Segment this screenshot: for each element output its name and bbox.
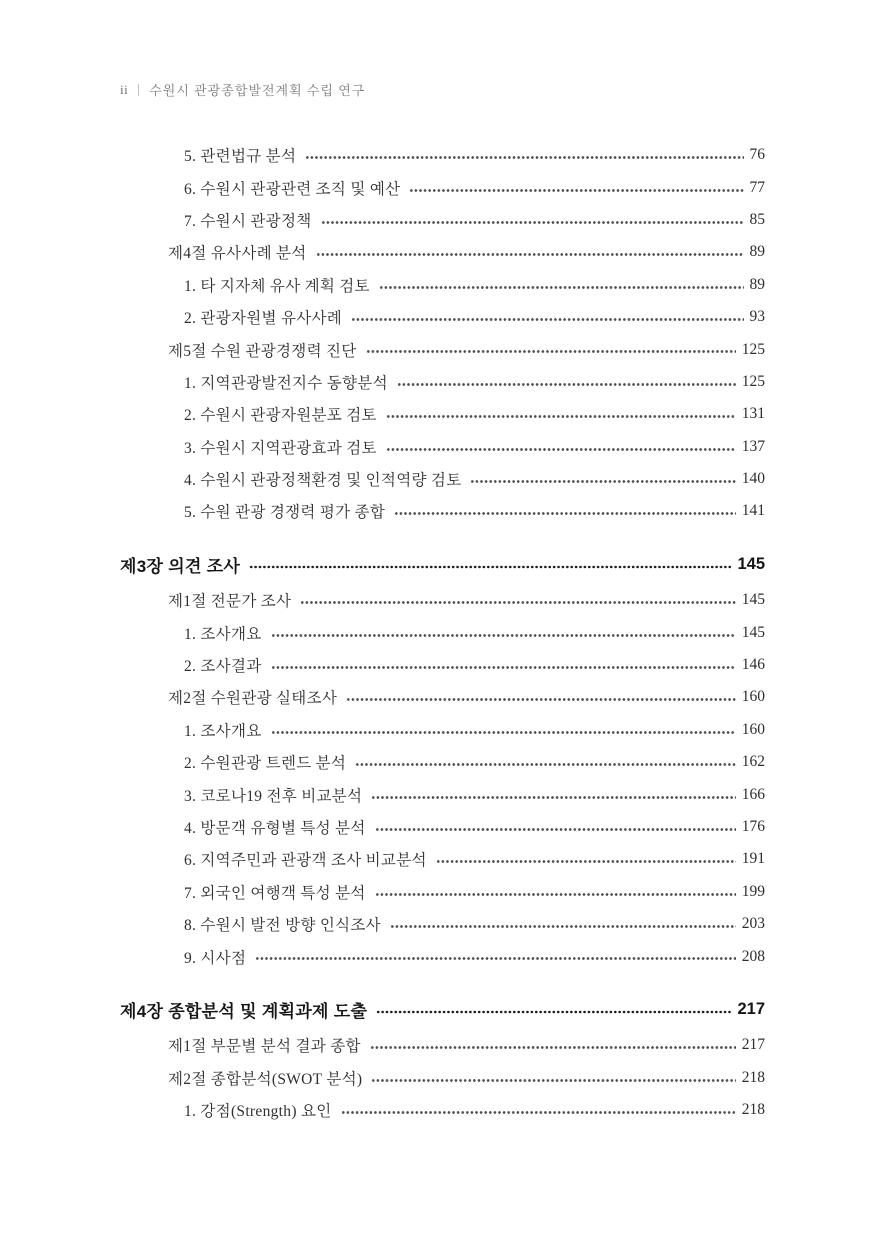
toc-section-row [120,236,765,268]
toc-item-row [120,139,765,171]
toc-entry-page: 141 [741,502,765,520]
toc-entry-label: 6. 지역주민과 관광객 조사 비교분석 [184,852,427,870]
toc-entry-label: 1. 조사개요 [184,625,262,643]
toc-section-row [120,1062,765,1094]
table-of-contents [120,139,765,1126]
toc-chapter-row [120,549,765,581]
toc-item-row [120,843,765,875]
toc-entry-page: 89 [749,243,765,261]
toc-entry-label: 7. 수원시 관광정책 [184,212,312,230]
toc-entry-page: 208 [741,947,765,965]
toc-entry-page: 125 [741,340,765,358]
dot-leader [397,366,736,398]
toc-chapter-row [120,994,765,1026]
toc-entry-page: 160 [741,688,765,706]
toc-entry-label: 3. 수원시 지역관광효과 검토 [184,439,377,457]
running-header [120,80,365,99]
dot-leader [271,649,736,681]
dot-leader [341,1094,736,1126]
toc-entry-page: 191 [741,850,765,868]
dot-leader [316,236,744,268]
toc-item-row [120,171,765,203]
dot-leader [394,495,736,527]
toc-entry-label: 제2절 수원관광 실태조사 [168,690,338,708]
toc-entry-label: 1. 조사개요 [184,722,262,740]
toc-item-row [120,714,765,746]
toc-entry-label: 제3장 의견 조사 [120,557,241,577]
toc-entry-label: 제5절 수원 관광경쟁력 진단 [168,342,357,360]
toc-entry-label: 9. 시사점 [184,949,247,967]
dot-leader [436,843,736,875]
toc-item-row [120,940,765,972]
toc-item-row [120,495,765,527]
toc-entry-page: 217 [737,1000,765,1019]
toc-item-row [120,649,765,681]
toc-entry-page: 93 [749,308,765,326]
toc-item-row [120,431,765,463]
toc-section-row [120,1029,765,1061]
toc-item-row [120,811,765,843]
toc-entry-page: 89 [749,275,765,293]
dot-leader [379,269,744,301]
toc-entry-label: 2. 조사결과 [184,658,262,676]
dot-leader [300,584,735,616]
document-title: 수원시 관광종합발전계획 수립 연구 [149,83,366,98]
dot-leader [375,811,736,843]
dot-leader [371,1062,735,1094]
toc-item-row [120,908,765,940]
toc-entry-page: 218 [741,1101,765,1119]
dot-leader [366,333,736,365]
toc-entry-label: 4. 방문객 유형별 특성 분석 [184,820,366,837]
toc-item-row [120,204,765,236]
toc-entry-label: 2. 관광자원별 유사사례 [184,310,343,328]
toc-entry-label: 2. 수원시 관광자원분포 검토 [184,407,377,425]
toc-entry-page: 145 [741,591,765,609]
toc-section-row [120,584,765,616]
toc-item-row [120,301,765,333]
dot-leader [271,714,736,746]
toc-entry-page: 77 [749,178,765,196]
dot-leader [305,139,743,171]
page-number: ii [120,81,129,97]
toc-entry-page: 145 [737,555,765,574]
toc-entry-label: 5. 수원 관광 경쟁력 평가 종합 [184,504,386,522]
dot-leader [390,908,736,940]
toc-entry-page: 146 [741,656,765,674]
dot-leader [409,171,743,203]
toc-item-row [120,269,765,301]
toc-item-row [120,876,765,908]
toc-entry-page: 85 [749,210,765,228]
toc-item-row [120,1094,765,1126]
toc-item-row [120,616,765,648]
header-divider [138,84,139,96]
dot-leader [271,616,736,648]
dot-leader [255,940,736,972]
dot-leader [321,204,744,236]
toc-entry-page: 125 [741,372,765,390]
toc-entry-label: 8. 수원시 발전 방향 인식조사 [184,917,381,935]
toc-entry-page: 131 [741,405,765,423]
toc-item-row [120,398,765,430]
toc-entry-page: 166 [741,785,765,803]
toc-section-row [120,333,765,365]
toc-entry-label: 7. 외국인 여행객 특성 분석 [184,884,366,902]
toc-entry-page: 176 [741,818,765,835]
toc-entry-label: 5. 관련법규 분석 [184,148,297,166]
toc-entry-page: 217 [741,1036,765,1054]
toc-entry-label: 제2절 종합분석(SWOT 분석) [168,1070,363,1088]
toc-entry-page: 160 [741,720,765,738]
dot-leader [376,994,731,1026]
toc-entry-label: 6. 수원시 관광관련 조직 및 예산 [184,180,401,198]
dot-leader [386,431,736,463]
toc-entry-label: 3. 코로나19 전후 비교분석 [184,787,363,805]
toc-entry-page: 218 [741,1068,765,1086]
toc-entry-label: 제4장 종합분석 및 계획과제 도출 [120,1002,368,1022]
toc-entry-label: 제1절 전문가 조사 [168,593,292,611]
toc-entry-page: 140 [741,470,765,488]
toc-item-row [120,366,765,398]
toc-entry-page: 76 [749,146,765,164]
toc-entry-page: 162 [741,753,765,771]
dot-leader [355,746,736,778]
dot-leader [370,1029,736,1061]
toc-entry-label: 1. 지역관광발전지수 동향분석 [184,374,388,392]
toc-item-row [120,463,765,495]
toc-section-row [120,681,765,713]
toc-entry-label: 1. 타 지자체 유사 계획 검토 [184,277,370,295]
toc-entry-label: 제4절 유사사례 분석 [168,245,307,263]
dot-leader [375,876,736,908]
dot-leader [351,301,743,333]
toc-item-row [120,778,765,810]
toc-item-row [120,746,765,778]
toc-entry-page: 199 [741,882,765,900]
toc-entry-label: 제1절 부문별 분석 결과 종합 [168,1038,361,1056]
dot-leader [346,681,736,713]
toc-entry-page: 203 [741,915,765,933]
toc-entry-label: 1. 강점(Strength) 요인 [184,1103,332,1121]
dot-leader [249,549,731,581]
dot-leader [371,778,735,810]
toc-entry-page: 137 [741,437,765,455]
toc-entry-label: 4. 수원시 관광정책환경 및 인적역량 검토 [184,472,462,490]
toc-entry-label: 2. 수원관광 트렌드 분석 [184,755,347,773]
toc-entry-page: 145 [741,623,765,641]
dot-leader [470,463,735,495]
dot-leader [386,398,736,430]
